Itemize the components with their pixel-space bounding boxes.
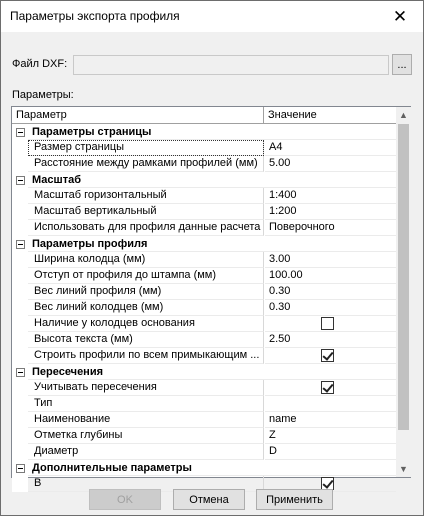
parameter-name[interactable]: Наличие у колодцев основания [28,316,264,332]
grid-row[interactable] [12,332,396,348]
grid-row[interactable] [12,252,396,268]
grid-row[interactable] [12,396,396,412]
parameter-value[interactable]: 5.00 [265,156,396,172]
row-gutter [12,396,28,412]
grid-category[interactable] [12,172,396,188]
parameter-value[interactable]: A4 [265,140,396,156]
category-name: Параметры страницы [32,126,152,138]
grid-row[interactable] [12,300,396,316]
window-title: Параметры экспорта профиля [10,9,180,23]
checked-checkbox[interactable] [321,349,334,362]
row-gutter [12,268,28,284]
property-grid [11,106,411,489]
category-name: Дополнительные параметры [32,462,192,474]
category-name: Масштаб [32,174,82,186]
parameter-name[interactable]: Вес линий колодцев (мм) [28,300,264,316]
ok-button[interactable]: OK [89,489,161,510]
grid-row[interactable] [12,284,396,300]
row-gutter [12,332,28,348]
row-gutter [12,300,28,316]
parameter-name[interactable]: Расстояние между рамками профилей (мм) [28,156,264,172]
category-gutter [12,236,28,252]
parameter-name[interactable]: Отметка глубины [28,428,264,444]
dxf-file-label: Файл DXF: [12,58,68,70]
grid-row[interactable] [12,428,396,444]
parameter-name[interactable]: Размер страницы [28,140,264,156]
scroll-down-icon[interactable]: ▼ [399,464,408,474]
parameter-value[interactable]: D [265,444,396,460]
parameter-value[interactable]: Z [265,428,396,444]
parameter-name[interactable]: Тип [28,396,264,412]
parameter-value-checkbox-cell[interactable] [265,380,396,396]
title-bar [1,1,423,32]
dxf-file-input[interactable] [73,55,389,75]
parameter-value[interactable]: 100.00 [265,268,396,284]
grid-row[interactable] [12,412,396,428]
grid-row[interactable] [12,380,396,396]
parameter-name[interactable]: Использовать для профиля данные расчета [28,220,264,236]
grid-row[interactable] [12,220,396,236]
grid-row[interactable] [12,444,396,460]
category-gutter [12,460,28,476]
parameter-value[interactable]: 1:200 [265,204,396,220]
vertical-scrollbar[interactable] [396,107,411,477]
category-gutter [12,364,28,380]
scrollbar-thumb[interactable] [398,124,409,430]
apply-button[interactable]: Применить [256,489,333,510]
row-gutter [12,476,28,492]
unchecked-checkbox[interactable] [321,317,334,330]
parameter-value[interactable]: 3.00 [265,252,396,268]
collapse-icon[interactable] [16,176,25,185]
row-gutter [12,428,28,444]
parameter-name[interactable]: Строить профили по всем примыкающим ... [28,348,264,364]
category-name: Параметры профиля [32,238,148,250]
row-gutter [12,140,28,156]
scroll-up-icon[interactable]: ▲ [399,110,408,120]
parameter-value[interactable]: 0.30 [265,284,396,300]
parameter-value[interactable]: 2.50 [265,332,396,348]
parameter-value[interactable]: name [265,412,396,428]
parameter-name[interactable]: Ширина колодца (мм) [28,252,264,268]
parameter-value[interactable]: 0.30 [265,300,396,316]
row-gutter [12,188,28,204]
parameter-name[interactable]: В [28,476,264,492]
row-gutter [12,316,28,332]
parameter-value-checkbox-cell[interactable] [265,348,396,364]
grid-row[interactable] [12,316,396,332]
grid-category[interactable] [12,364,396,380]
grid-row[interactable] [12,140,396,156]
cancel-button[interactable]: Отмена [173,489,245,510]
row-gutter [12,380,28,396]
grid-category[interactable] [12,236,396,252]
parameter-name[interactable]: Отступ от профиля до штампа (мм) [28,268,264,284]
grid-rows [12,124,396,492]
parameter-name[interactable]: Наименование [28,412,264,428]
row-gutter [12,204,28,220]
parameter-name[interactable]: Диаметр [28,444,264,460]
grid-header [12,107,396,124]
row-gutter [12,284,28,300]
collapse-icon[interactable] [16,240,25,249]
parameters-label: Параметры: [12,89,74,101]
parameter-name[interactable]: Высота текста (мм) [28,332,264,348]
collapse-icon[interactable] [16,464,25,473]
grid-row[interactable] [12,204,396,220]
browse-button[interactable]: ... [392,54,412,75]
row-gutter [12,412,28,428]
grid-category[interactable] [12,124,396,140]
parameter-name[interactable]: Масштаб вертикальный [28,204,264,220]
parameter-name[interactable]: Вес линий профиля (мм) [28,284,264,300]
row-gutter [12,220,28,236]
collapse-icon[interactable] [16,368,25,377]
parameter-name[interactable]: Учитывать пересечения [28,380,264,396]
column-header-parameter[interactable]: Параметр [12,107,264,123]
parameter-value-checkbox-cell[interactable] [265,316,396,332]
grid-row[interactable] [12,348,396,364]
row-gutter [12,252,28,268]
parameter-value[interactable]: Поверочного [265,220,396,236]
column-header-value[interactable]: Значение [268,109,317,121]
category-gutter [12,124,28,140]
checked-checkbox[interactable] [321,381,334,394]
collapse-icon[interactable] [16,128,25,137]
grid-row[interactable] [12,188,396,204]
parameter-name[interactable]: Масштаб горизонтальный [28,188,264,204]
row-gutter [12,348,28,364]
close-icon[interactable]: ✕ [392,6,408,26]
row-gutter [12,156,28,172]
grid-category[interactable] [12,460,396,476]
grid-row[interactable] [12,156,396,172]
parameter-value[interactable]: 1:400 [265,188,396,204]
row-gutter [12,444,28,460]
grid-row[interactable] [12,268,396,284]
category-name: Пересечения [32,366,104,378]
parameter-value[interactable] [265,396,396,412]
category-gutter [12,172,28,188]
